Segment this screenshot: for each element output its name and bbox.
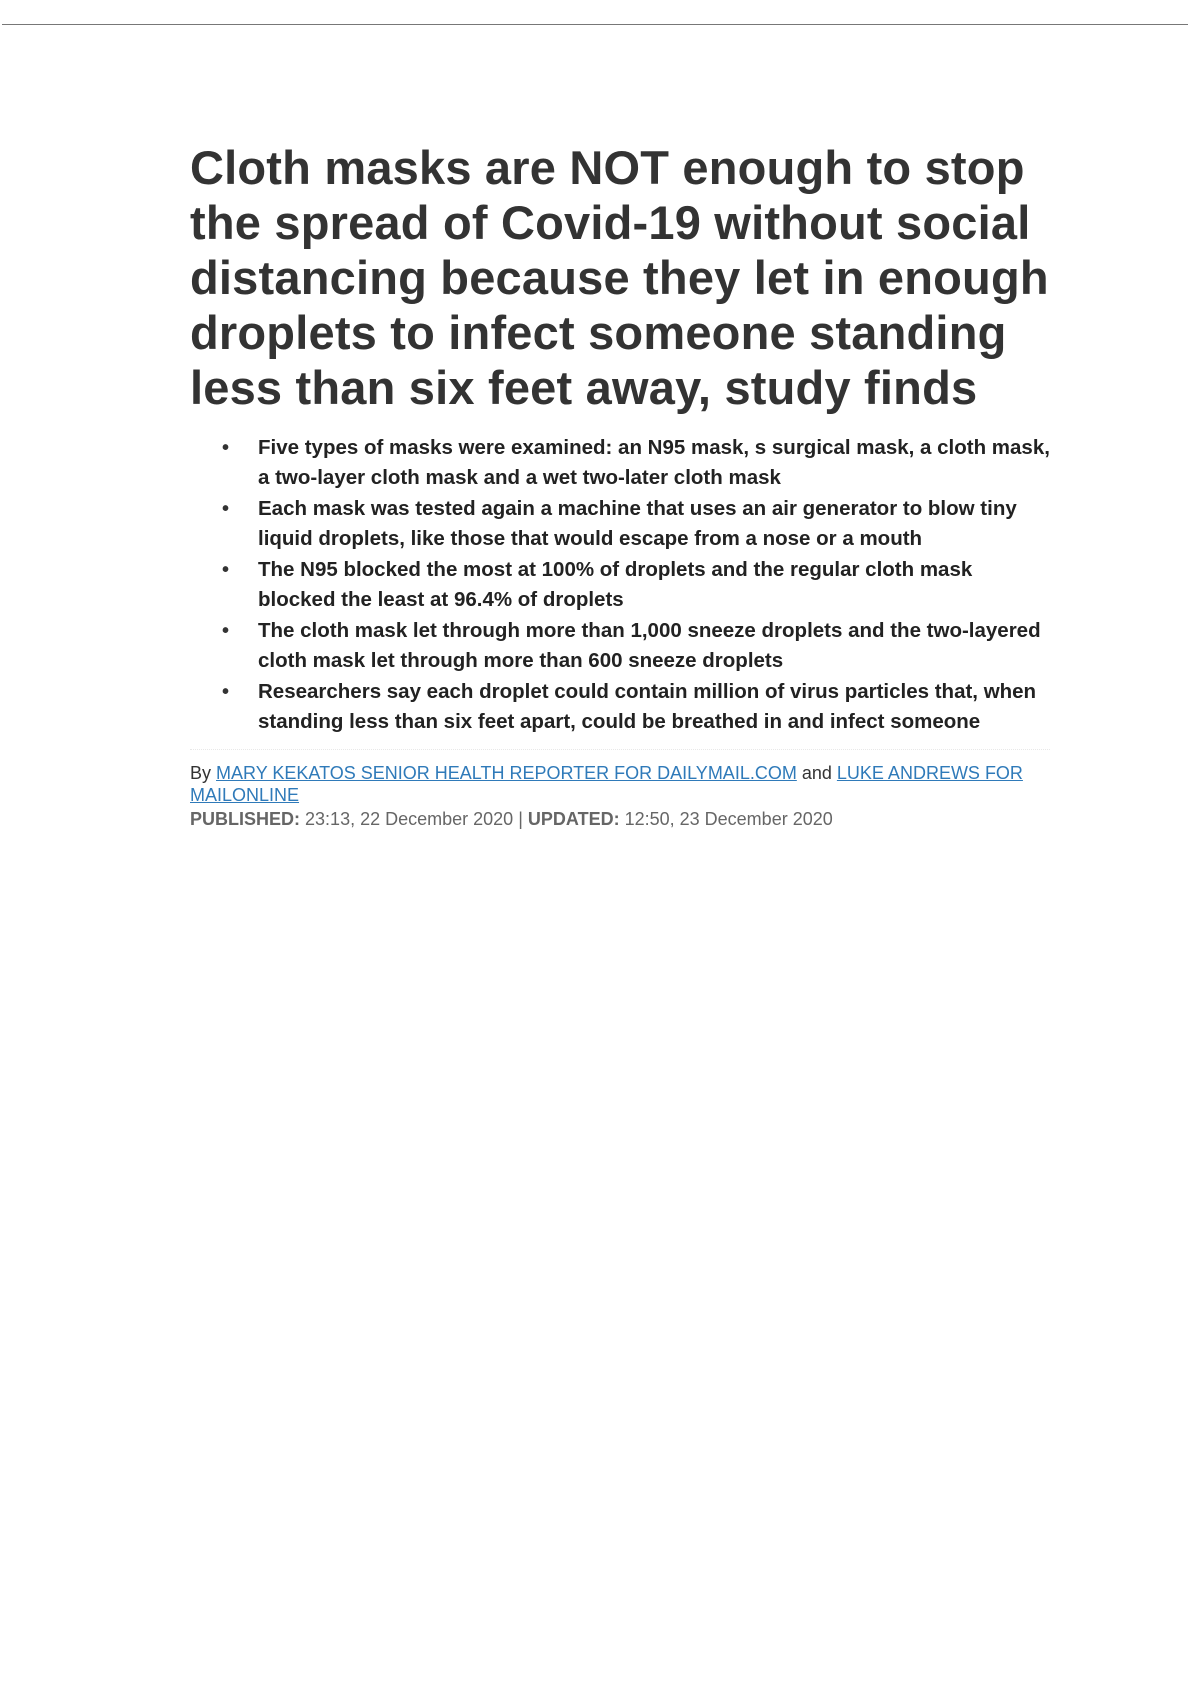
bullet-text: The N95 blocked the most at 100% of droplets and the regular cloth mask blocked the least at 96.4% of droplets <box>258 558 973 611</box>
bullet-text: The cloth mask let through more than 1,000 sneeze droplets and the two-layered cloth mask let through more than 600 sneeze droplets <box>258 619 1041 672</box>
author-link-luke-andrews[interactable]: LUKE ANDREWS FOR MAILONLINE <box>190 763 1023 805</box>
bullet-text: Each mask was tested again a machine that uses an air generator to blow tiny liquid droplets, like those that would escape from a nose or a mouth <box>258 497 1017 550</box>
published-date: 23:13, 22 December 2020 <box>305 809 514 829</box>
top-rule <box>2 24 1188 25</box>
bullet-item <box>190 494 1050 554</box>
bullet-text: Researchers say each droplet could contain million of virus particles that, when standing less than six feet apart, could be breathed in and infect someone <box>258 680 1037 733</box>
publish-dates <box>190 808 1050 830</box>
byline <box>190 762 1050 806</box>
bullet-icon: • <box>222 681 230 703</box>
article <box>190 140 1050 830</box>
bullet-item <box>190 433 1050 493</box>
bullet-icon: • <box>222 437 230 459</box>
bullet-item <box>190 555 1050 615</box>
summary-bullets <box>190 433 1050 737</box>
updated-date: 12:50, 23 December 2020 <box>624 809 833 829</box>
published-label: PUBLISHED: <box>190 809 301 829</box>
byline-prefix: By <box>190 763 212 783</box>
byline-conjunction: and <box>801 763 832 783</box>
divider <box>190 749 1050 750</box>
bullet-icon: • <box>222 620 230 642</box>
bullet-icon: • <box>222 559 230 581</box>
bullet-icon: • <box>222 498 230 520</box>
bullet-item <box>190 616 1050 676</box>
headline: Cloth masks are NOT enough to stop the spread of Covid-19 without social distancing because they let in enough droplets to infect someone standing less than six feet away, study finds <box>190 141 1049 414</box>
bullet-text: Five types of masks were examined: an N95 mask, s surgical mask, a cloth mask, a two-layer cloth mask and a wet two-later cloth mask <box>258 436 1050 489</box>
date-separator: | <box>518 809 523 829</box>
author-link-mary-kekatos[interactable]: MARY KEKATOS SENIOR HEALTH REPORTER FOR DAILYMAIL.COM <box>216 763 797 783</box>
updated-label: UPDATED: <box>527 809 620 829</box>
bullet-item <box>190 677 1050 737</box>
